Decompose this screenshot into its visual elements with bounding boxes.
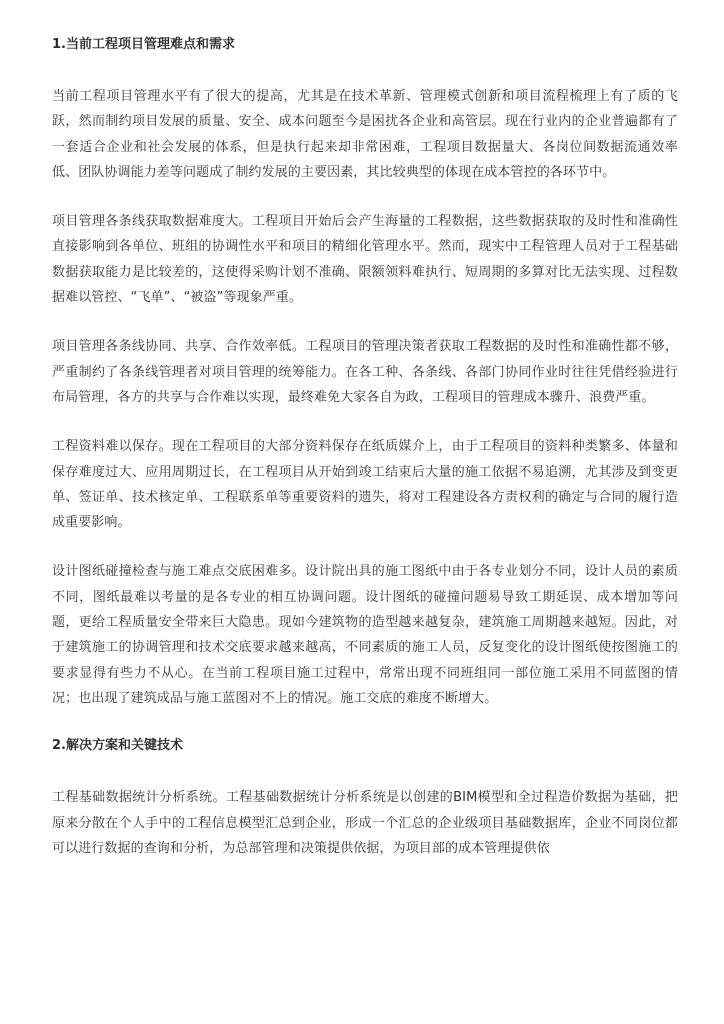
paragraph-data-analysis-system: 工程基础数据统计分析系统。工程基础数据统计分析系统是以创建的BIM模型和全过程造价数据为基础，把原来分散在个人手中的工程信息模型汇总到企业，形成一个汇总的企业级项目基础数据库，企业不同岗位都可以进行数据的查询和分析，为总部管理和决策提供依据，为项目部的成本管理提供依 bbox=[52, 790, 678, 856]
paragraph-intro: 当前工程项目管理水平有了很大的提高，尤其是在技术革新、管理模式创新和项目流程梳理上有了质的飞跃，然而制约项目发展的质量、安全、成本问题至今是困扰各企业和高管层。现在行业内的企业普遍都有了一套适合企业和社会发展的体系，但是执行起来却非常困难，工程项目数据量大、各岗位间数据流通效率低、团队协调能力差等问题成了制约发展的主要因素，其比较典型的体现在成本管控的各环节中。 bbox=[52, 89, 678, 180]
section-heading-2: 2.解决方案和关键技术 bbox=[52, 738, 183, 754]
section-heading-1: 1.当前工程项目管理难点和需求 bbox=[52, 37, 235, 52]
paragraph-document-storage: 工程资料难以保存。现在工程项目的大部分资料保存在纸质媒介上，由于工程项目的资料种类繁多、体量和保存难度过大、应用周期过长，在工程项目从开始到竣工结束后大量的施工依据不易追溯，尤其涉及到变更单、签证单、技术核定单、工程联系单等重要资料的遗失，将对工程建设各方责权利的确定与合同的履行造成重要影响。 bbox=[52, 439, 678, 531]
paragraph-design-drawings: 设计图纸碰撞检查与施工难点交底困难多。设计院出具的施工图纸中由于各专业划分不同，设计人员的素质不同，图纸最难以考量的是各专业的相互协调问题。设计图纸的碰撞问题易导致工期延误、成本增加等问题，更给工程质量安全带来巨大隐患。现如今建筑物的造型越来越复杂，建筑施工周期越来越短。因此，对于建筑施工的协调管理和技术交底要求越来越高，不同素质的施工人员，反复变化的设计图纸使按图施工的要求显得有些力不从心。在当前工程项目施工过程中，常常出现不同班组同一部位施工采用不同蓝图的情况；也出现了建筑成品与施工蓝图对不上的情况。施工交底的难度不断增大。 bbox=[52, 564, 678, 706]
paragraph-collaboration: 项目管理各条线协同、共享、合作效率低。工程项目的管理决策者获取工程数据的及时性和准确性都不够，严重制约了各条线管理者对项目管理的统筹能力。在各工种、各条线、各部门协同作业时往往凭借经验进行布局管理，各方的共享与合作难以实现，最终难免大家各自为政，工程项目的管理成本骤升、浪费严重。 bbox=[52, 339, 678, 405]
paragraph-data-acquisition: 项目管理各条线获取数据难度大。工程项目开始后会产生海量的工程数据，这些数据获取的及时性和准确性直接影响到各单位、班组的协调性水平和项目的精细化管理水平。然而，现实中工程管理人员对于工程基础数据获取能力是比较差的，这使得采购计划不准确、限额领料难执行、短周期的多算对比无法实现、过程数据难以管控、“飞单”、“被盗”等现象严重。 bbox=[52, 214, 678, 306]
